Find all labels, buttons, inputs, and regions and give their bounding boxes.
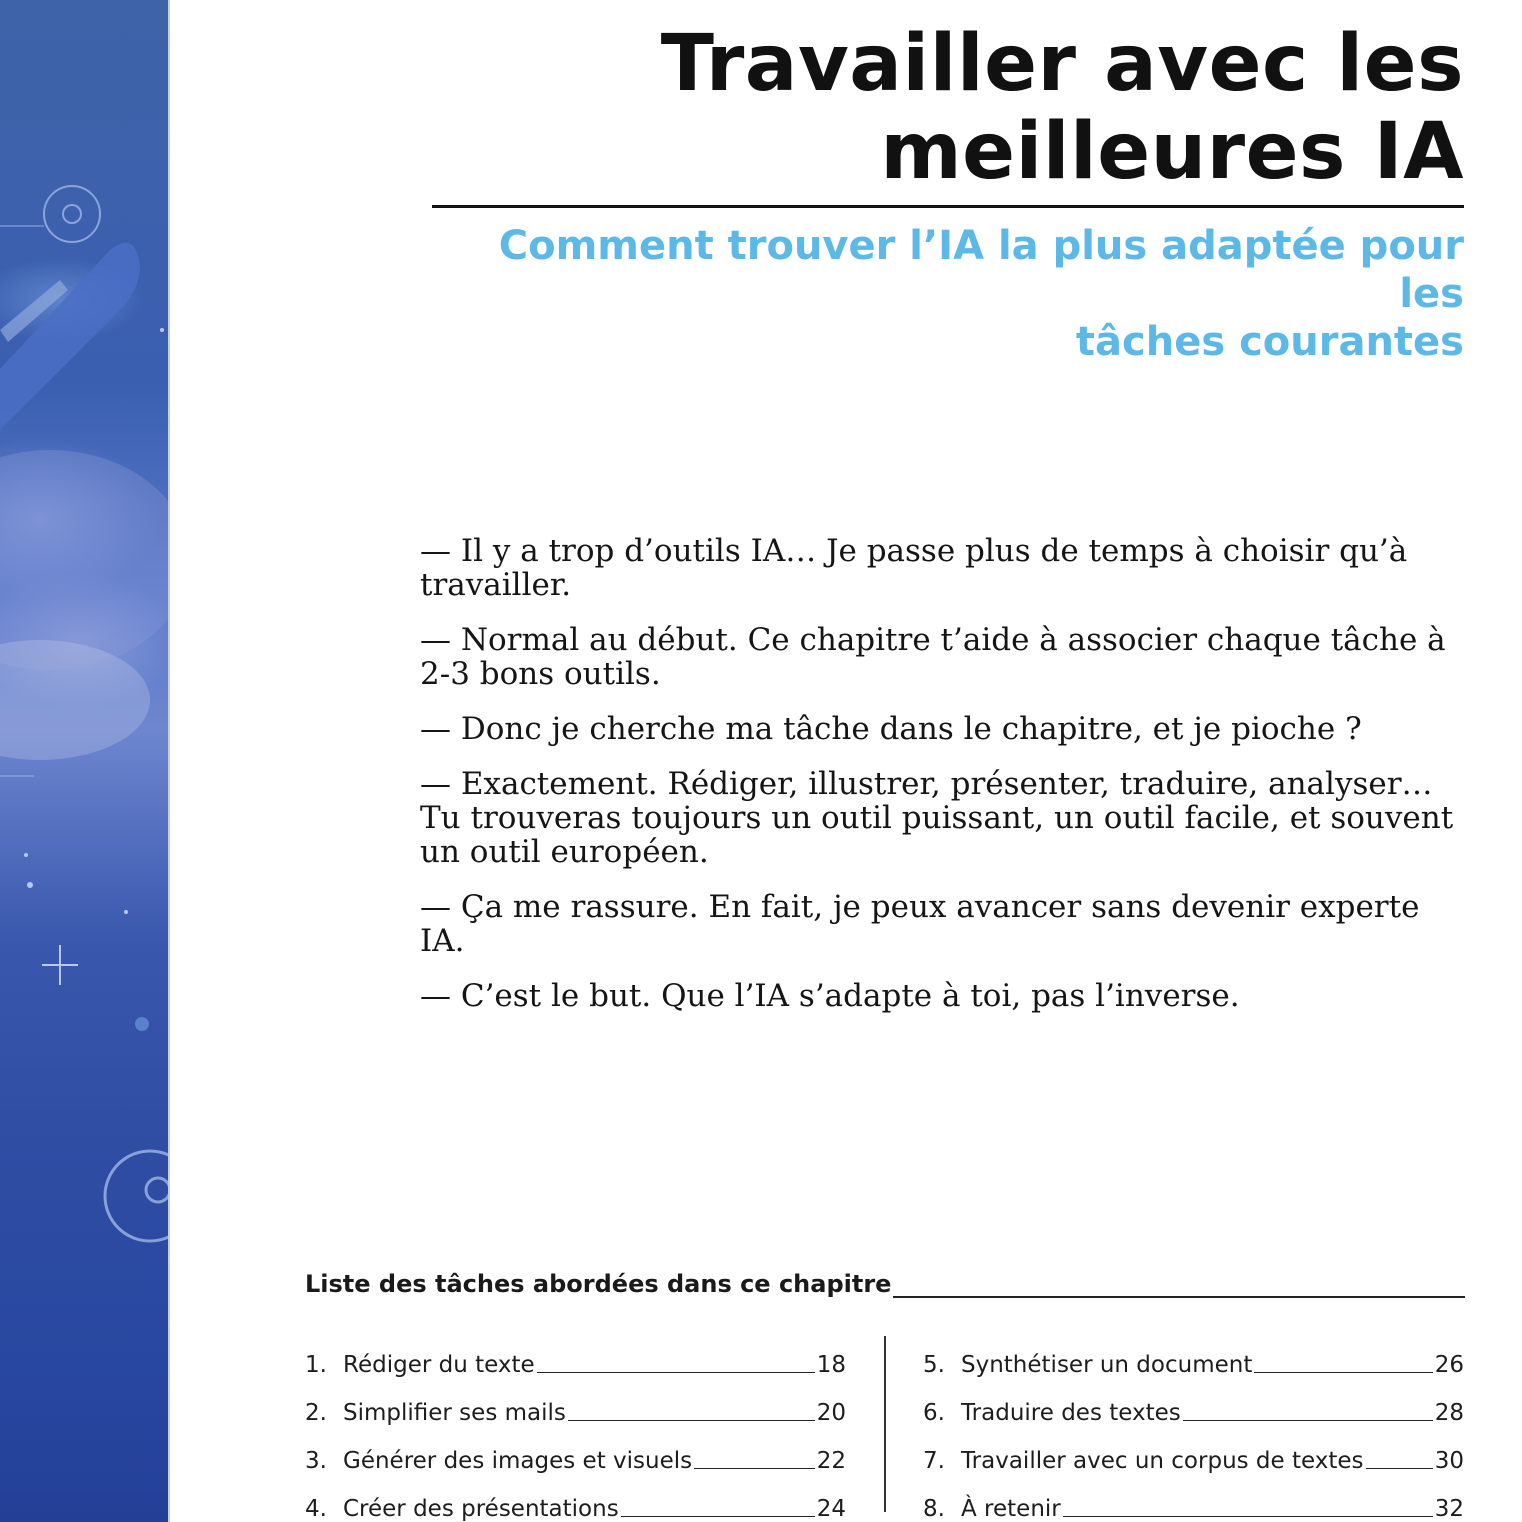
chapter-subtitle xyxy=(424,222,1464,366)
task-list-heading xyxy=(305,1268,1465,1298)
leader-line xyxy=(1366,1468,1433,1469)
task-item[interactable] xyxy=(923,1474,1464,1522)
task-label: Synthétiser un document xyxy=(961,1352,1253,1378)
task-page: 22 xyxy=(816,1448,846,1474)
task-page: 30 xyxy=(1434,1448,1464,1474)
task-item[interactable] xyxy=(305,1426,846,1474)
task-label: Créer des présentations xyxy=(343,1496,619,1522)
leader-line xyxy=(1254,1372,1432,1373)
task-item[interactable] xyxy=(305,1330,846,1378)
task-page: 18 xyxy=(816,1352,846,1378)
task-page: 26 xyxy=(1434,1352,1464,1378)
dialogue-line: — Normal au début. Ce chapitre t’aide à associer chaque tâche à 2-3 bons outils. xyxy=(420,622,1446,692)
dialogue-line: — Donc je cherche ma tâche dans le chapitre, et je pioche ? xyxy=(420,711,1362,747)
subtitle-line-1: Comment trouver l’IA la plus adaptée pour les xyxy=(498,223,1464,317)
dialogue-line: — C’est le but. Que l’IA s’adapte à toi, pas l’inverse. xyxy=(420,978,1240,1014)
task-label: Traduire des textes xyxy=(961,1400,1181,1426)
task-item[interactable] xyxy=(923,1378,1464,1426)
heading-rule xyxy=(893,1268,1465,1298)
task-label: À retenir xyxy=(961,1496,1061,1522)
task-page: 20 xyxy=(816,1400,846,1426)
title-line-1: Travailler avec les xyxy=(660,19,1464,109)
task-label: Générer des images et visuels xyxy=(343,1448,693,1474)
task-item[interactable] xyxy=(923,1330,1464,1378)
task-item[interactable] xyxy=(923,1426,1464,1474)
task-list-left xyxy=(305,1330,846,1522)
task-item[interactable] xyxy=(305,1474,846,1522)
column-divider xyxy=(884,1336,886,1512)
task-label: Travailler avec un corpus de textes xyxy=(961,1448,1364,1474)
task-number: 1. xyxy=(305,1352,327,1378)
task-number: 2. xyxy=(305,1400,327,1426)
leader-line xyxy=(1063,1516,1433,1517)
leader-line xyxy=(1183,1420,1433,1421)
leader-line xyxy=(537,1372,815,1373)
task-item[interactable] xyxy=(305,1378,846,1426)
title-rule xyxy=(432,205,1464,208)
leader-line xyxy=(621,1516,815,1517)
task-number: 8. xyxy=(923,1496,945,1522)
title-line-2: meilleures IA xyxy=(880,107,1464,197)
task-label: Rédiger du texte xyxy=(343,1352,535,1378)
subtitle-line-2: tâches courantes xyxy=(1075,319,1464,365)
task-number: 5. xyxy=(923,1352,945,1378)
dialogue-line: — Il y a trop d’outils IA… Je passe plus de temps à choisir qu’à travailler. xyxy=(420,533,1408,603)
side-image-decor xyxy=(0,0,168,1522)
dialogue-line: — Exactement. Rédiger, illustrer, présenter, traduire, analyser… Tu trouveras toujours un outil puissant, un outil facile, et souvent un outil européen. xyxy=(420,766,1454,870)
dialogue-line: — Ça me rassure. En fait, je peux avancer sans devenir experte IA. xyxy=(420,889,1420,959)
chapter-title xyxy=(464,20,1464,196)
task-page: 28 xyxy=(1434,1400,1464,1426)
task-page: 24 xyxy=(816,1496,846,1522)
decorative-side-image xyxy=(0,0,170,1522)
task-number: 7. xyxy=(923,1448,945,1474)
leader-line xyxy=(568,1420,815,1421)
task-label: Simplifier ses mails xyxy=(343,1400,566,1426)
dialogue xyxy=(420,534,1465,1034)
leader-line xyxy=(694,1468,815,1469)
task-page: 32 xyxy=(1434,1496,1464,1522)
task-list-heading-text: Liste des tâches abordées dans ce chapitre xyxy=(305,1270,892,1298)
task-list-right xyxy=(923,1330,1464,1522)
task-number: 4. xyxy=(305,1496,327,1522)
task-number: 3. xyxy=(305,1448,327,1474)
task-number: 6. xyxy=(923,1400,945,1426)
